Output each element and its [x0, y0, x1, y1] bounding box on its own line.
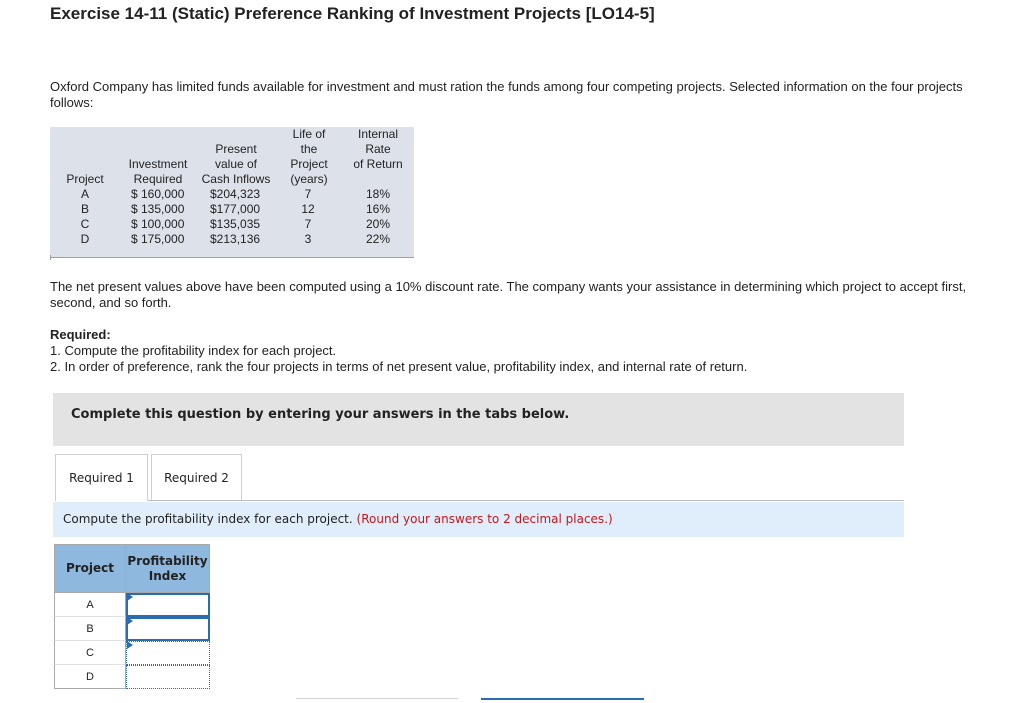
- instruction-banner: [53, 393, 904, 446]
- profitability-index-input-b[interactable]: [126, 617, 210, 641]
- cell-investment: $ 135,000: [131, 202, 185, 216]
- col-header-life-line4: (years): [290, 172, 328, 186]
- col-header-investment: [122, 157, 194, 187]
- cell-irr: 20%: [365, 217, 391, 231]
- cell-present-value: $213,136: [210, 232, 261, 246]
- cell-project: B: [80, 202, 89, 216]
- cell-project: A: [80, 187, 89, 201]
- col-header-pv-line1: Present: [215, 142, 257, 156]
- instruction-banner-text: Complete this question by entering your answers in the tabs below.: [71, 407, 570, 422]
- col-header-present-value: [196, 142, 276, 187]
- tab-required-1[interactable]: Required 1: [55, 454, 148, 501]
- col-header-project: Project: [66, 172, 104, 186]
- col-header-life-line2: the: [300, 142, 318, 156]
- profitability-index-input-c[interactable]: [126, 641, 210, 665]
- input-flag-icon: [127, 641, 133, 649]
- prev-nav-bar[interactable]: [296, 698, 458, 702]
- profitability-index-input-a[interactable]: [126, 593, 210, 617]
- answer-row-label-b: B: [54, 617, 126, 641]
- question-prompt: [53, 502, 904, 537]
- cell-project: C: [80, 217, 90, 231]
- cell-present-value: $135,035: [210, 217, 261, 231]
- answer-header-index-line2: Index: [148, 568, 187, 583]
- required-item-1: 1. Compute the profitability index for each project.: [50, 343, 337, 358]
- input-flag-icon: [127, 593, 133, 601]
- cell-irr: 18%: [365, 187, 391, 201]
- intro-text: Oxford Company has limited funds available for investment and must ration the funds among four competing projects. Selected information on the four projects follows:: [50, 79, 963, 110]
- col-header-irr-line3: of Return: [353, 157, 403, 171]
- answer-header-project: Project: [54, 544, 126, 593]
- cell-investment: $ 100,000: [131, 217, 185, 231]
- cell-irr: 16%: [365, 202, 391, 216]
- prompt-rounding-note: (Round your answers to 2 decimal places.): [356, 512, 613, 526]
- answer-header-index: [125, 544, 210, 593]
- cell-investment: $ 160,000: [131, 187, 185, 201]
- required-title: Required:: [50, 327, 111, 342]
- cell-project: D: [80, 232, 90, 246]
- required-section: [50, 327, 990, 375]
- col-header-pv-line3: Cash Inflows: [201, 172, 271, 186]
- answer-row-label-c: C: [54, 641, 126, 665]
- col-header-irr-line2: Rate: [365, 142, 391, 156]
- cell-life: 7: [304, 187, 312, 201]
- answer-row-label-a: A: [54, 593, 126, 617]
- cell-life: 7: [304, 217, 312, 231]
- cell-investment: $ 175,000: [131, 232, 185, 246]
- col-header-investment-line1: Investment: [128, 157, 188, 171]
- col-header-pv-line2: value of: [214, 157, 258, 171]
- npv-note: The net present values above have been computed using a 10% discount rate. The company wants your assistance in determining which project to accept first, second, and so forth.: [50, 279, 967, 310]
- required-item-2: 2. In order of preference, rank the four projects in terms of net present value, profitability index, and internal rate of return.: [50, 359, 748, 374]
- cell-life: 12: [301, 202, 315, 216]
- cell-irr: 22%: [365, 232, 391, 246]
- col-header-investment-line2: Required: [133, 172, 183, 186]
- answer-header-index-line1: Profitability: [127, 553, 208, 568]
- input-flag-icon: [127, 617, 133, 625]
- answer-row-label-d: D: [54, 665, 126, 689]
- col-header-irr: [346, 127, 410, 172]
- col-header-life-line3: Project: [290, 157, 328, 171]
- profitability-index-input-d[interactable]: [126, 665, 210, 689]
- page-title: Exercise 14-11 (Static) Preference Ranking of Investment Projects [LO14-5]: [50, 4, 655, 23]
- cell-life: 3: [304, 232, 312, 246]
- col-header-irr-line1: Internal: [357, 127, 399, 141]
- tab-divider: [148, 500, 904, 501]
- project-info-table: [50, 127, 414, 258]
- table-corner-mark: [50, 255, 51, 260]
- prompt-text: Compute the profitability index for each project.: [63, 512, 353, 526]
- cell-present-value: $177,000: [210, 202, 261, 216]
- col-header-life: [282, 127, 336, 187]
- cell-present-value: $204,323: [210, 187, 261, 201]
- col-header-life-line1: Life of: [292, 127, 326, 141]
- tab-required-2[interactable]: Required 2: [151, 454, 242, 501]
